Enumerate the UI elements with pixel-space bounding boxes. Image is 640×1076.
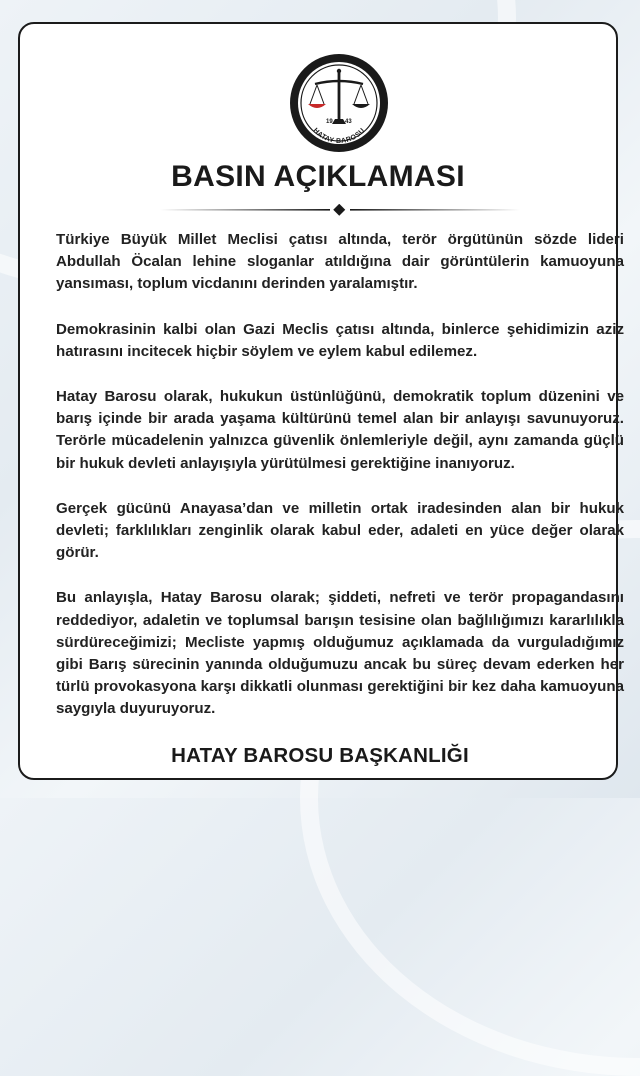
paragraph: Gerçek gücünü Anayasa’dan ve milletin ortak iradesinden alan bir hukuk devleti; farklılıkları zenginlik olarak kabul eder, adaleti en yüce değer olarak görür.	[56, 499, 624, 562]
divider-diamond-icon	[333, 204, 345, 216]
press-release-card	[18, 22, 624, 780]
statement-body	[56, 229, 624, 744]
logo-ring-text: HATAY BAROSU	[311, 127, 367, 146]
hatay-barosu-logo	[288, 52, 390, 154]
signature: HATAY BAROSU BAŞKANLIĞI	[171, 744, 469, 767]
document-title: BASIN AÇIKLAMASI	[171, 160, 465, 193]
paragraph: Bu anlayışla, Hatay Barosu olarak; şiddeti, nefreti ve terör propagandasını reddediyor, adaletin ve toplumsal barışın tesisine olan bağlılığımızı kararlılıkla sürdüreceğimizi; Mecliste yapmış olduğumuz açıklamada da vurguladığımız gibi Barış sürecinin yanında olduğumuzu ancak bu süreç devam ederken her türlü provokasyona karşı dikkatli olunması gerektiğini bir kez daha kamuoyuna saygıyla duyuruyoruz.	[56, 589, 624, 718]
paragraph: Demokrasinin kalbi olan Gazi Meclis çatısı altında, binlerce şehidimizin aziz hatırasını incitecek hiçbir söylem ve eylem kabul edilemez.	[56, 320, 624, 360]
logo-year-left: 19	[326, 119, 333, 125]
paragraph: Türkiye Büyük Millet Meclisi çatısı altında, terör örgütünün sözde lideri Abdullah Öcalan lehine sloganlar atıldığına dair görüntülerin kamuoyuna yansıması, toplum vicdanını derinden yaralamıştır.	[56, 231, 624, 293]
title-divider	[160, 204, 520, 216]
paragraph: Hatay Barosu olarak, hukukun üstünlüğünü, demokratik toplum düzenini ve barış içinde bir arada yaşama kültürünü temel alan bir anlayışı savunuyoruz. Terörle mücadelenin yalnızca güvenlik önlemleriyle değil, aynı zamanda güçlü bir hukuk devleti anlayışıyla yürütülmesi gerektiğine inanıyoruz.	[56, 388, 624, 472]
logo-year-right: 43	[345, 119, 352, 125]
